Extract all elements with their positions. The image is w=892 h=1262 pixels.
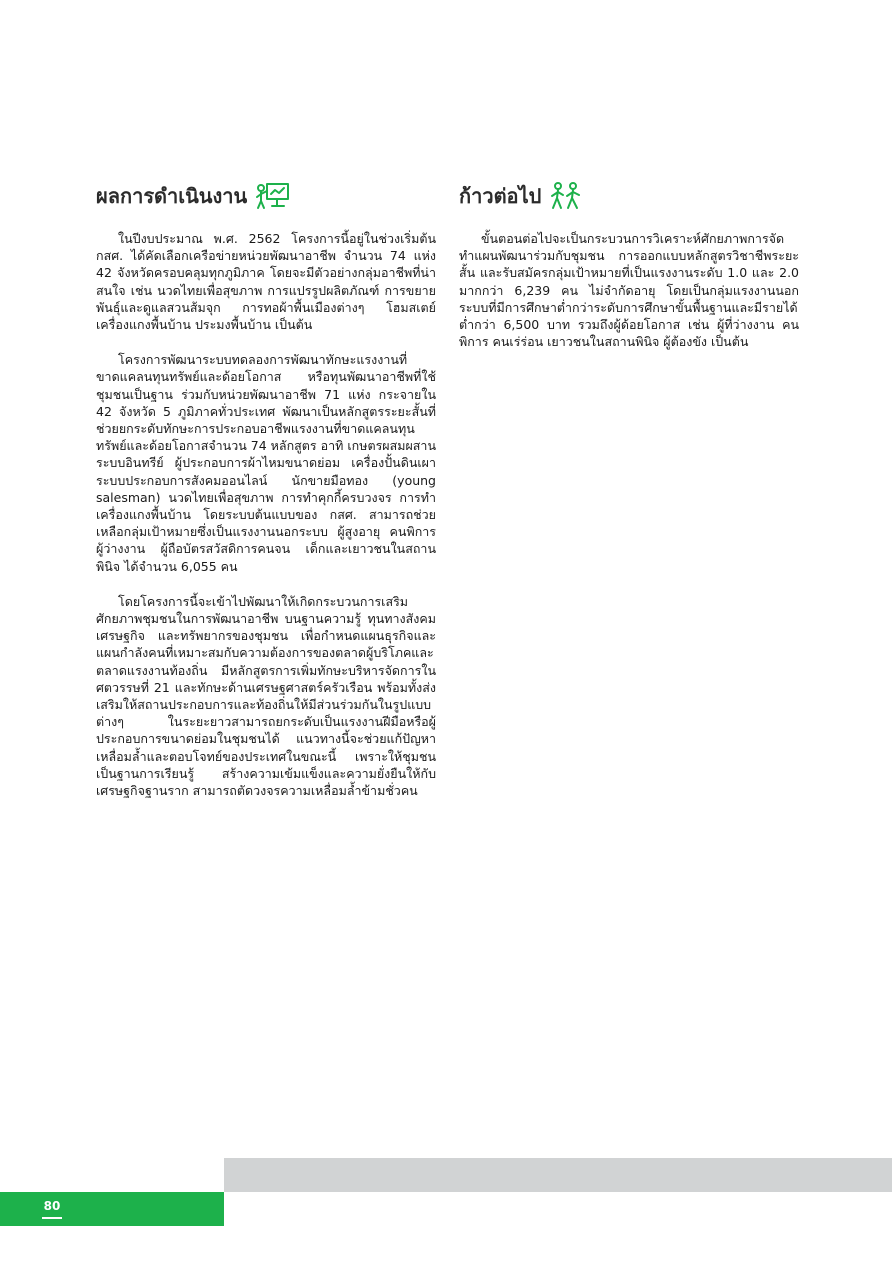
footer-gray-bar xyxy=(224,1158,892,1192)
walking-people-icon xyxy=(549,182,583,210)
page-number: 80 xyxy=(43,1199,61,1213)
results-section xyxy=(96,178,436,817)
results-title: ผลการดำเนินงาน xyxy=(96,184,248,208)
footer-green-bar xyxy=(0,1192,224,1226)
presentation-person-icon xyxy=(255,182,291,210)
next-steps-heading xyxy=(459,178,799,214)
next-steps-title: ก้าวต่อไป xyxy=(459,184,542,208)
paragraph: โดยโครงการนี้จะเข้าไปพัฒนาให้เกิดกระบวนการเสริมศักยภาพชุมชนในการพัฒนาอาชีพ บนฐานความรู้ ทุนทางสังคม เศรษฐกิจ และทรัพยากรของชุมชน เพื่อกำหนดแผนธุรกิจและแผนกำลังคนที่เหมาะสมกับความต้องการของตลาดผู้บริโภคและตลาดแรงงานท้องถิ่น มีหลักสูตรการเพิ่มทักษะบริหารจัดการในศตวรรษที่ 21 และทักษะด้านเศรษฐศาสตร์ครัวเรือน พร้อมทั้งส่งเสริมให้สถานประกอบการและท้องถิ่นให้มีส่วนร่วมกันในรูปแบบต่างๆ ในระยะยาวสามารถยกระดับเป็นแรงงานฝีมือหรือผู้ประกอบการขนาดย่อมในชุมชนได้ แนวทางนี้จะช่วยแก้ปัญหาเหลื่อมล้ำและตอบโจทย์ของประเทศในขณะนี้ เพราะให้ชุมชนเป็นฐานการเรียนรู้ สร้างความเข้มแข็งและความยั่งยืนให้กับเศรษฐกิจฐานราก สามารถตัดวงจรความเหลื่อมล้ำข้ามชั่วคน xyxy=(96,593,436,799)
results-heading xyxy=(96,178,436,214)
paragraph: ขั้นตอนต่อไปจะเป็นกระบวนการวิเคราะห์ศักยภาพการจัดทำแผนพัฒนาร่วมกับชุมชน การออกแบบหลักสูตรวิชาชีพระยะสั้น และรับสมัครกลุ่มเป้าหมายที่เป็นแรงงานระดับ 1.0 และ 2.0 มากกว่า 6,239 คน ไม่จำกัดอายุ โดยเป็นกลุ่มแรงงานนอกระบบที่มีการศึกษาต่ำกว่าระดับการศึกษาขั้นพื้นฐานและมีรายได้ต่ำกว่า 6,500 บาท รวมถึงผู้ด้อยโอกาส เช่น ผู้ที่ว่างงาน คนพิการ คนเร่ร่อน เยาวชนในสถานพินิจ ผู้ต้องขัง เป็นต้น xyxy=(459,231,799,350)
page-number-underline xyxy=(42,1217,62,1219)
paragraph: ในปีงบประมาณ พ.ศ. 2562 โครงการนี้อยู่ในช่วงเริ่มต้น กสศ. ได้คัดเลือกเครือข่ายหน่วยพัฒนาอาชีพ จำนวน 74 แห่ง 42 จังหวัดครอบคลุมทุกภูมิภาค โดยจะมีตัวอย่างกลุ่มอาชีพที่น่าสนใจ เช่น นวดไทยเพื่อสุขภาพ การแปรรูปผลิตภัณฑ์ การขยายพันธุ์และดูแลสวนส้มจุก การทอผ้าพื้นเมืองต่างๆ โฮมสเตย์ เครื่องแกงพื้นบ้าน ประมงพื้นบ้าน เป็นต้น xyxy=(96,231,436,333)
next-steps-section xyxy=(459,178,799,368)
paragraph: โครงการพัฒนาระบบทดลองการพัฒนาทักษะแรงงานที่ขาดแคลนทุนทรัพย์และด้อยโอกาส หรือทุนพัฒนาอาชีพที่ใช้ชุมชนเป็นฐาน ร่วมกับหน่วยพัฒนาอาชีพ 71 แห่ง กระจายใน 42 จังหวัด 5 ภูมิภาคทั่วประเทศ พัฒนาเป็นหลักสูตรระยะสั้นที่ช่วยยกระดับทักษะการประกอบอาชีพแรงงานที่ขาดแคลนทุนทรัพย์และด้อยโอกาสจำนวน 74 หลักสูตร อาทิ เกษตรผสมผสานระบบอินทรีย์ ผู้ประกอบการผ้าไหมขนาดย่อม เครื่องปั้นดินเผา ระบบประกอบการสังคมออนไลน์ นักขายมือทอง (young salesman) นวดไทยเพื่อสุขภาพ การทำคุกกี้ครบวงจร การทำเครื่องแกงพื้นบ้าน โดยระบบต้นแบบของ กสศ. สามารถช่วยเหลือกลุ่มเป้าหมายซึ่งเป็นแรงงานนอกระบบ ผู้สูงอายุ คนพิการ ผู้ว่างงาน ผู้ถือบัตรสวัสดิการคนจน เด็กและเยาวชนในสถานพินิจ ได้จำนวน 6,055 คน xyxy=(96,352,436,574)
